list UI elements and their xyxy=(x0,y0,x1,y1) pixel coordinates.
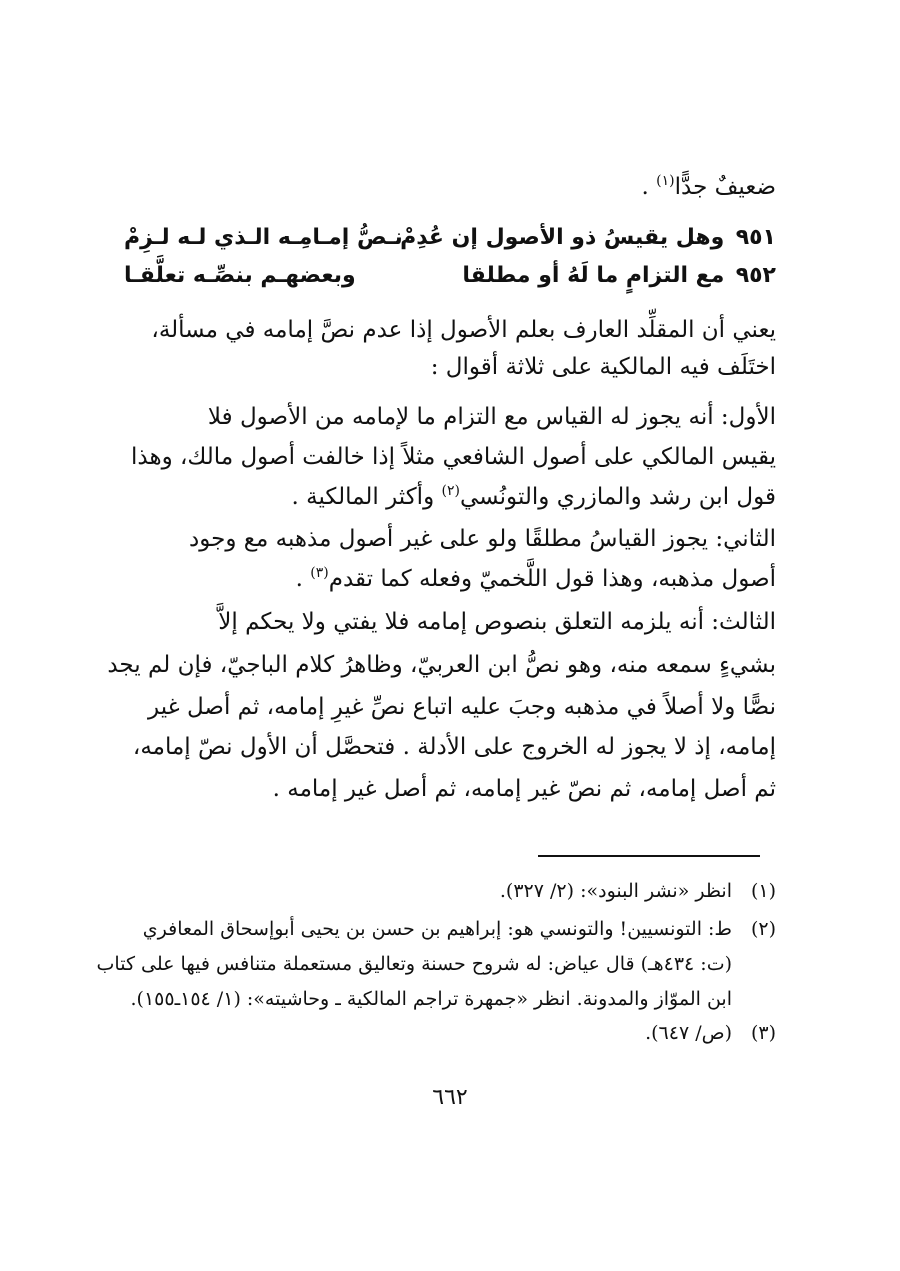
footnote-text: ط: التونسيين! والتونسي هو: إبراهيم بن حسن بن يحيى أبوإسحاق المعافري xyxy=(142,918,732,940)
body-line-5 xyxy=(124,480,776,517)
verse-first-hemistich: وهل يقيسُ ذو الأصول إن عُدِمْ xyxy=(400,225,725,250)
footnote-ref-2: (٢) xyxy=(441,483,460,499)
body-line-10: نصًّا ولا أصلاً في مذهبه وجبَ عليه اتباع نصِّ غيرِ إمامه، ثم أصل غير xyxy=(148,694,776,720)
verse-second-hemistich: وبعضهـم بنصِّـه تعلَّقـا xyxy=(124,263,356,288)
footnote-text: (ص/ ٦٤٧). xyxy=(645,1022,732,1044)
verse-number: ٩٥١ xyxy=(735,225,776,250)
body-line-3: الأول: أنه يجوز له القياس مع التزام ما لإمامه من الأصول فلا xyxy=(207,404,776,430)
footnote-ref-1: (١) xyxy=(656,173,675,189)
footnote-text: انظر «نشر البنود»: (٢/ ٣٢٧). xyxy=(499,880,732,902)
body-line-1: يعني أن المقلِّد العارف بعلم الأصول إذا عدم نصَّ إمامه في مسألة، xyxy=(151,317,776,343)
body-line-2: اختَلَف فيه المالكية على ثلاثة أقوال : xyxy=(430,354,776,380)
footnote-separator xyxy=(538,855,760,857)
footnote-ref-3: (٣) xyxy=(310,565,329,581)
body-line-8: الثالث: أنه يلزمه التعلق بنصوص إمامه فلا يفتي ولا يحكم إلاَّ xyxy=(218,609,776,635)
footnote-number: (١) xyxy=(750,880,776,902)
body-line-5-text: قول ابن رشد والمازري والتونُسي xyxy=(459,484,776,510)
page-number: ٦٦٢ xyxy=(432,1085,468,1110)
body-line-7-tail: . xyxy=(295,566,311,592)
verse-952 xyxy=(124,260,776,292)
footnote-3 xyxy=(124,1017,776,1049)
verse-951 xyxy=(124,222,776,254)
body-line-9: بشيءٍ سمعه منه، وهو نصُّ ابن العربيّ، وظاهرُ كلام الباجيّ، فإن لم يجد xyxy=(107,652,776,678)
opening-tail: . xyxy=(641,174,657,200)
body-line-4: يقيس المالكي على أصول الشافعي مثلاً إذا خالفت أصول مالك، وهذا xyxy=(130,444,776,470)
verse-number: ٩٥٢ xyxy=(735,263,776,288)
body-line-12: ثم أصل إمامه، ثم نصّ غير إمامه، ثم أصل غير إمامه . xyxy=(272,776,776,802)
footnote-number: (٢) xyxy=(750,918,776,940)
opening-line xyxy=(124,170,776,207)
footnote-2 xyxy=(124,913,776,945)
footnote-number: (٣) xyxy=(750,1022,776,1044)
body-line-7 xyxy=(124,562,776,599)
footnote-1 xyxy=(124,875,776,907)
opening-text: ضعيفٌ جدًّا xyxy=(674,174,776,200)
body-line-7-text: أصول مذهبه، وهذا قول اللَّخميّ وفعله كما تقدم xyxy=(328,566,776,592)
footnote-2-continuation-2: ابن الموّاز والمدونة. انظر «جمهرة تراجم المالكية ـ وحاشيته»: (١/ ١٥٤ـ١٥٥). xyxy=(130,988,732,1010)
footnote-2-continuation-1: (ت: ٤٣٤هـ) قال عياض: له شروح حسنة وتعاليق مستعملة متنافس فيها على كتاب xyxy=(96,953,732,975)
body-line-5-tail: وأكثر المالكية . xyxy=(291,484,442,510)
verse-second-hemistich: نـصُّ إمـامِـه الـذي لـه لـزِمْ xyxy=(124,225,403,250)
verse-first-hemistich: مع التزامٍ ما لَهُ أو مطلقا xyxy=(462,263,725,288)
body-line-11: إمامه، إذ لا يجوز له الخروج على الأدلة . فتحصَّل أن الأول نصّ إمامه، xyxy=(132,734,776,760)
body-line-6: الثاني: يجوز القياسُ مطلقًا ولو على غير أصول مذهبه مع وجود xyxy=(189,526,776,552)
